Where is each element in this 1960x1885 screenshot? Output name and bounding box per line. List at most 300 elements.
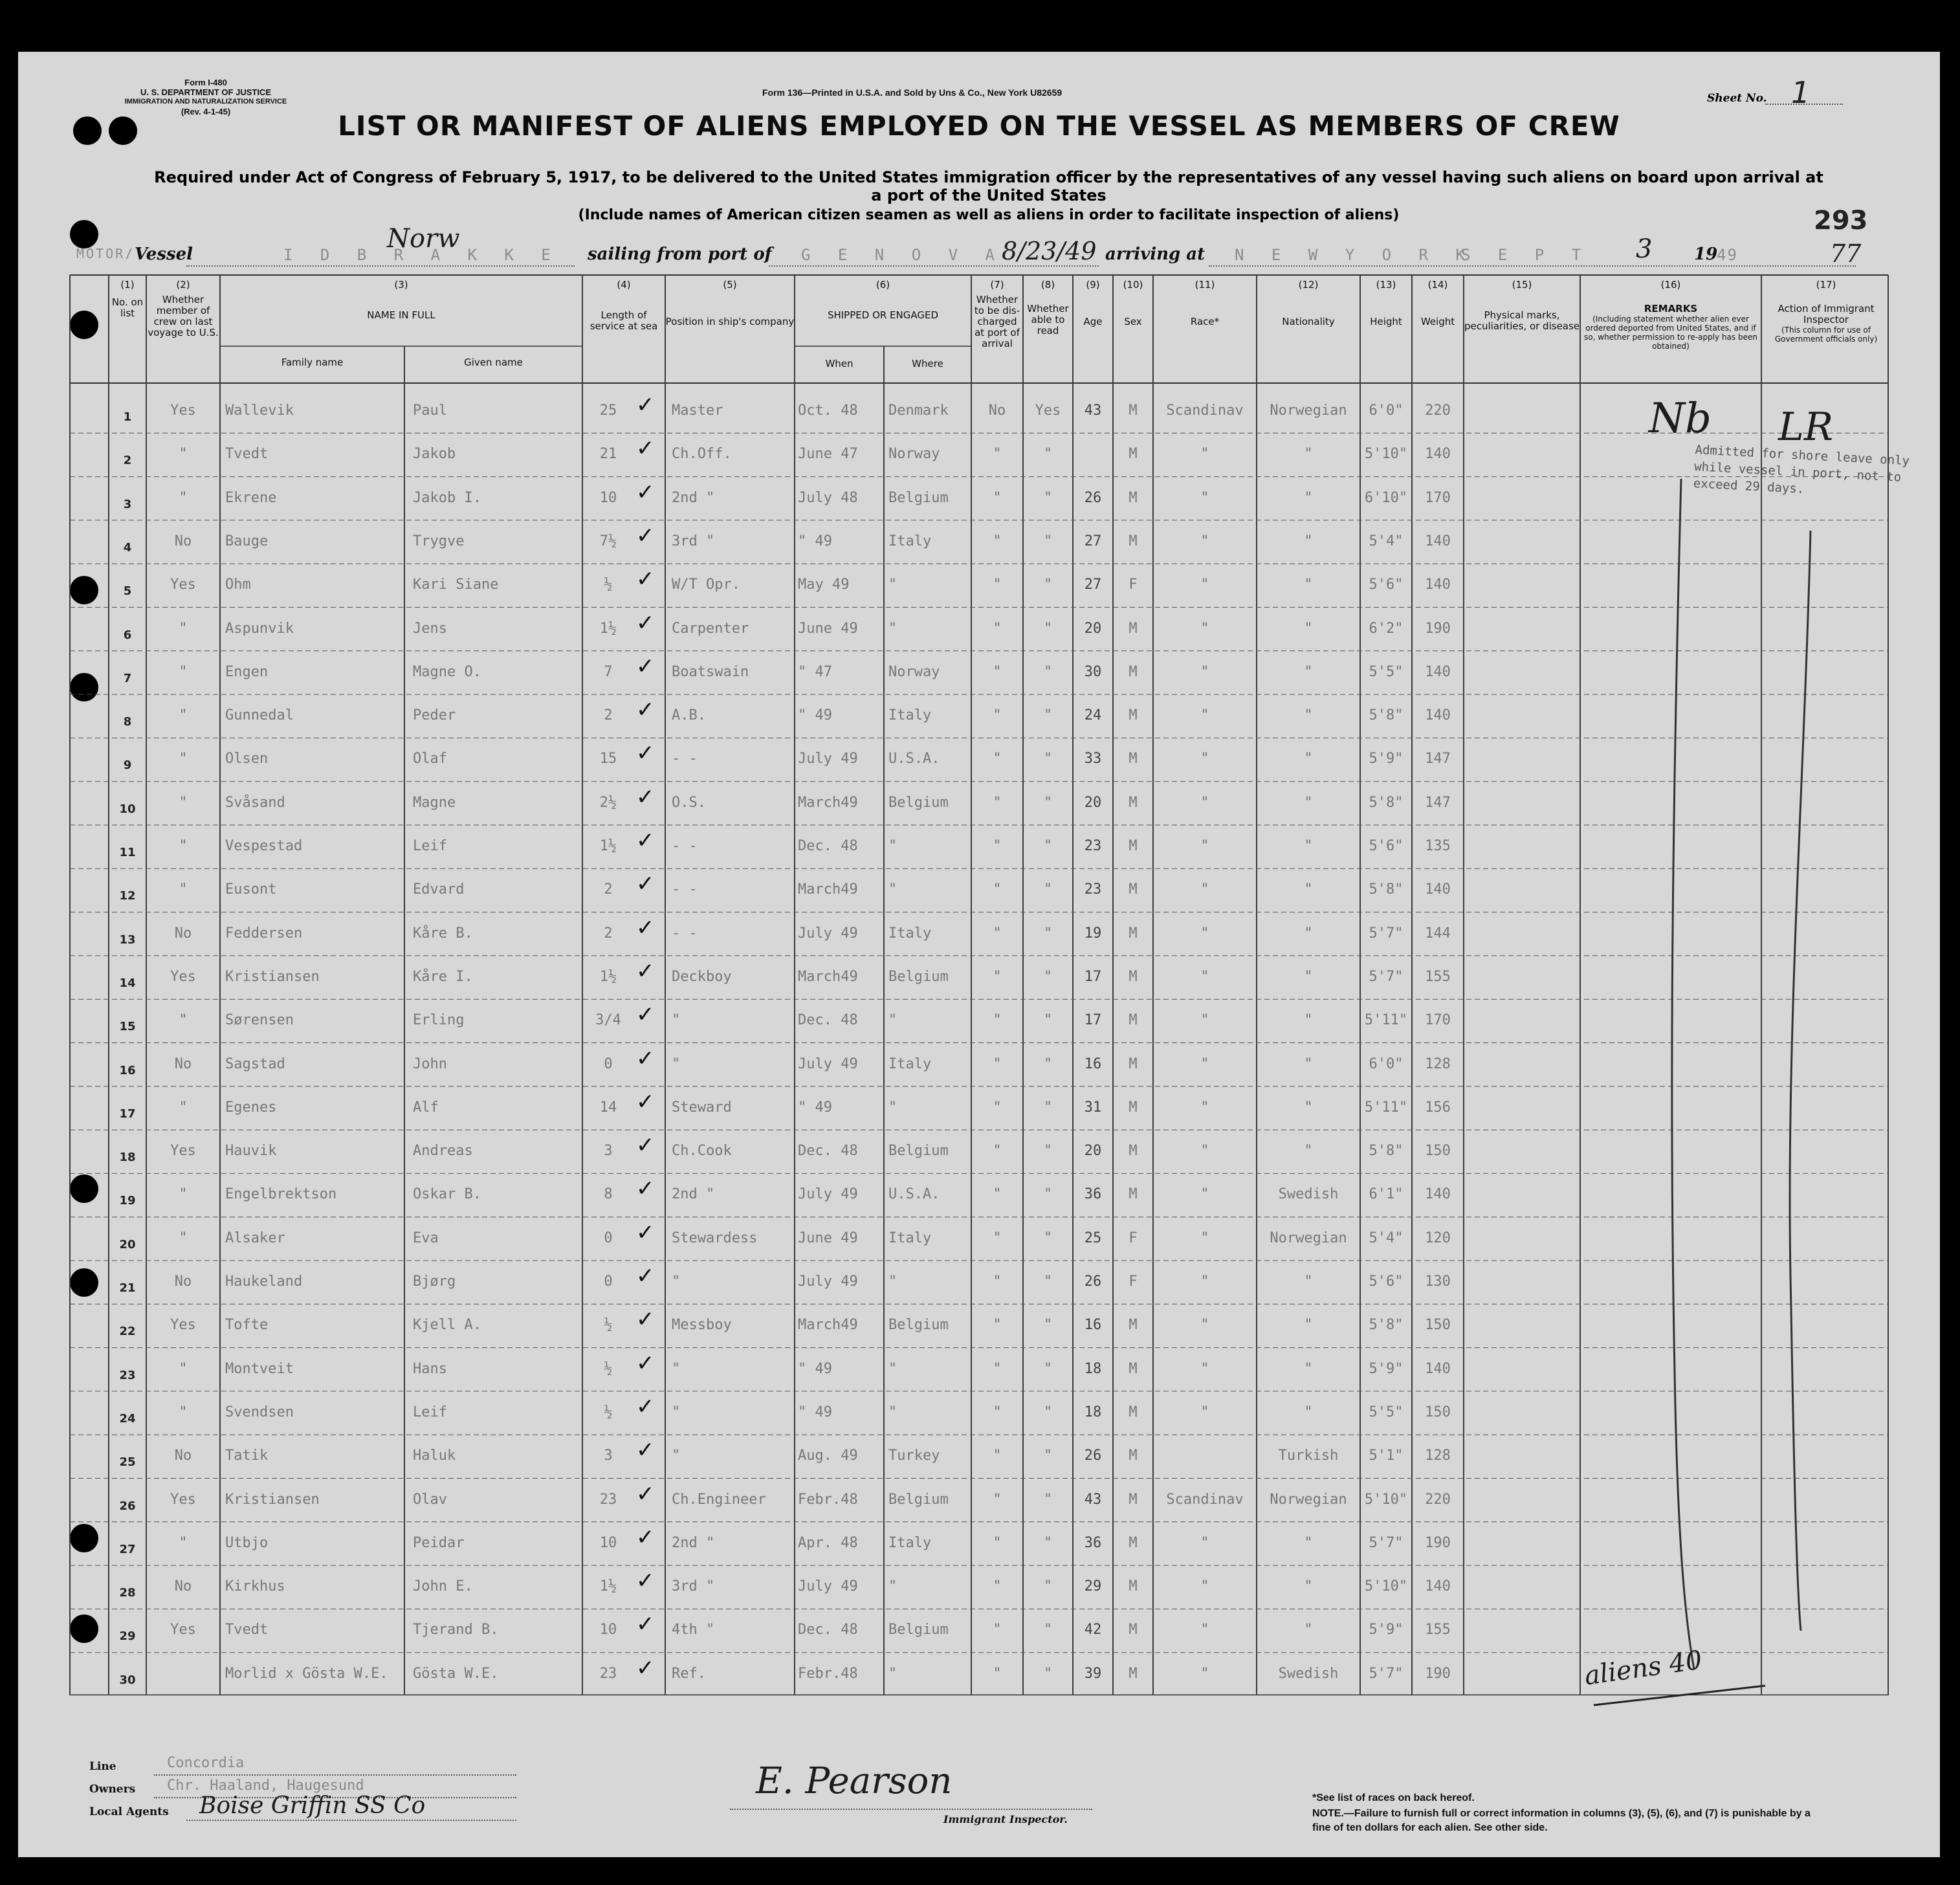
row-number: 28 — [119, 1586, 136, 1600]
cell-prev: " — [179, 838, 188, 854]
cell-age: 20 — [1084, 620, 1102, 637]
cell-service: ½ — [604, 1317, 613, 1334]
cell-prev: " — [179, 1404, 188, 1420]
cell-weight: 128 — [1425, 1448, 1451, 1464]
cell-disch: " — [993, 794, 1002, 811]
cell-read: " — [1043, 620, 1053, 637]
row-number: 1 — [123, 410, 132, 424]
cell-service: 2½ — [599, 794, 617, 811]
cell-height: 5'8" — [1369, 707, 1404, 724]
cell-race: Scandinav — [1166, 1491, 1244, 1508]
cell-family: Tatik — [225, 1448, 269, 1464]
cell-height: 5'8" — [1369, 1143, 1404, 1160]
cell-read: " — [1043, 489, 1053, 506]
cell-given: John — [413, 1055, 447, 1072]
cell-age: 27 — [1084, 577, 1102, 593]
cell-nat: " — [1304, 1622, 1313, 1638]
service-check-icon: ✓ — [636, 1437, 655, 1464]
cell-position: 2nd " — [672, 489, 715, 506]
cell-given: Magne — [413, 794, 456, 811]
cell-position: Deckboy — [672, 968, 732, 985]
cell-nat: " — [1304, 1099, 1313, 1116]
cell-disch: " — [993, 620, 1002, 637]
row-number: 5 — [123, 584, 132, 599]
cell-position: Ch.Off. — [672, 446, 732, 463]
cell-read: " — [1043, 968, 1053, 985]
department: U. S. DEPARTMENT OF JUSTICE — [140, 87, 271, 97]
cell-nat: " — [1304, 968, 1313, 985]
cell-where: Italy — [888, 1055, 932, 1072]
owners-value: Chr. Haaland, Haugesund — [167, 1778, 364, 1794]
cell-read: " — [1043, 1317, 1053, 1334]
service-check-icon: ✓ — [636, 1524, 655, 1550]
cell-when: July 49 — [798, 1578, 858, 1595]
cell-given: Jens — [413, 620, 447, 637]
service-check-icon: ✓ — [636, 1002, 655, 1028]
cell-where: Italy — [888, 1229, 932, 1246]
cell-race: " — [1200, 1143, 1209, 1160]
cell-given: Hans — [413, 1360, 447, 1377]
cell-family: Feddersen — [225, 925, 303, 942]
cell-nat: " — [1304, 1534, 1313, 1551]
service-check-icon: ✓ — [636, 784, 655, 810]
cell-family: Svåsand — [225, 794, 285, 811]
cell-service: 2 — [604, 925, 613, 942]
cell-given: Peder — [413, 707, 456, 724]
cell-height: 5'6" — [1369, 1273, 1404, 1290]
cell-weight: 150 — [1425, 1143, 1451, 1160]
cell-prev: Yes — [170, 577, 196, 593]
line-label: Line — [89, 1760, 116, 1773]
service-check-icon: ✓ — [636, 392, 655, 418]
cell-weight: 135 — [1425, 838, 1451, 854]
header-height: (13) Height — [1370, 279, 1402, 327]
header-physical: (15) Physical marks, peculiarities, or disease — [1464, 279, 1580, 332]
cell-sex: M — [1129, 533, 1138, 549]
row-number: 7 — [123, 671, 132, 685]
vessel-type-label: MOTOR/ — [76, 246, 135, 261]
cell-weight: 190 — [1425, 620, 1451, 637]
cell-weight: 220 — [1425, 1491, 1451, 1508]
cell-nat: " — [1304, 533, 1313, 549]
cell-when: July 49 — [798, 1055, 858, 1072]
cell-where: " — [888, 1404, 897, 1420]
cell-given: Bjørg — [413, 1273, 456, 1290]
row-number: 19 — [119, 1194, 136, 1208]
cell-read: " — [1043, 1143, 1053, 1160]
cell-weight: 170 — [1425, 489, 1451, 506]
header-when: When — [825, 358, 853, 369]
cell-position: Steward — [672, 1099, 732, 1116]
sailing-label: sailing from port of — [588, 245, 772, 264]
cell-sex: M — [1129, 925, 1138, 942]
arrival-year-prefix: 19 — [1694, 245, 1718, 264]
cell-read: " — [1043, 533, 1053, 549]
cell-sex: M — [1129, 1491, 1138, 1508]
cell-nat: " — [1304, 663, 1313, 680]
cell-height: 6'0" — [1369, 402, 1404, 419]
cell-nat: " — [1304, 1012, 1313, 1029]
service-check-icon: ✓ — [636, 1611, 655, 1638]
cell-race: " — [1200, 794, 1209, 811]
arrival-port: N E W Y O R K — [1235, 246, 1474, 264]
remarks-hand-mark: Nb — [1649, 395, 1712, 443]
cell-sex: M — [1129, 794, 1138, 811]
cell-when: Dec. 48 — [798, 1622, 858, 1638]
cell-race: " — [1200, 620, 1209, 637]
row-number: 17 — [119, 1107, 136, 1121]
header-remarks: (16) REMARKS (Including statement whether alien ever ordered deported from United States, and if so, whether permission to re-apply has been obtained) — [1584, 279, 1757, 351]
cell-family: Ohm — [225, 577, 251, 593]
cell-read: " — [1043, 794, 1053, 811]
cell-sex: M — [1129, 1099, 1138, 1116]
arriving-label: arriving at — [1105, 245, 1206, 264]
cell-read: " — [1043, 707, 1053, 724]
service-check-icon: ✓ — [636, 1132, 655, 1159]
service-check-icon: ✓ — [636, 871, 655, 898]
cell-nat: " — [1304, 881, 1313, 898]
cell-position: - - — [672, 925, 698, 942]
cell-where: Belgium — [888, 968, 949, 985]
service-check-icon: ✓ — [636, 1219, 655, 1246]
cell-given: Tjerand B. — [413, 1622, 499, 1638]
cell-family: Wallevik — [225, 402, 294, 419]
cell-disch: " — [993, 707, 1002, 724]
cell-given: Haluk — [413, 1448, 456, 1464]
cell-nat: " — [1304, 1273, 1313, 1290]
row-number: 2 — [123, 454, 132, 468]
cell-weight: 140 — [1425, 881, 1451, 898]
cell-read: " — [1043, 1055, 1053, 1072]
cell-read: " — [1043, 1186, 1053, 1203]
penalty-note: NOTE.—Failure to furnish full or correct information in columns (3), (5), (6), and (7) is punishable by a fine of ten dollars for each alien. See other side. — [1312, 1808, 1811, 1833]
cell-prev: " — [179, 1099, 188, 1116]
cell-read: " — [1043, 1491, 1053, 1508]
cell-prev: " — [179, 446, 188, 463]
cell-position: " — [672, 1273, 681, 1290]
cell-prev: " — [179, 707, 188, 724]
cell-age: 18 — [1084, 1404, 1102, 1420]
cell-age: 33 — [1084, 751, 1102, 767]
cell-height: 5'6" — [1369, 838, 1404, 854]
cell-given: Alf — [413, 1099, 439, 1116]
service-check-icon: ✓ — [636, 1045, 655, 1072]
corner-number-hand: 77 — [1830, 239, 1862, 268]
row-number: 23 — [119, 1368, 136, 1382]
row-number: 11 — [119, 846, 136, 859]
cell-nat: Norwegian — [1270, 402, 1347, 419]
cell-where: " — [888, 1273, 897, 1290]
cell-family: Hauvik — [225, 1143, 277, 1160]
cell-sex: M — [1129, 707, 1138, 724]
cell-service: 15 — [599, 751, 617, 767]
cell-race: " — [1200, 446, 1209, 463]
cell-when: June 49 — [798, 620, 858, 637]
service-check-icon: ✓ — [636, 610, 655, 636]
row-number: 14 — [119, 976, 136, 990]
cell-prev: Yes — [170, 1317, 196, 1334]
vessel-hand-note: Norw — [387, 224, 460, 254]
cell-when: March49 — [798, 1317, 858, 1334]
header-read: (8) Whether able to read — [1027, 279, 1069, 336]
cell-race: " — [1200, 1099, 1209, 1116]
cell-age: 42 — [1084, 1622, 1102, 1638]
cell-where: Italy — [888, 1534, 932, 1551]
service-check-icon: ✓ — [636, 828, 655, 854]
cell-when: Febr.48 — [798, 1491, 858, 1508]
cell-weight: 156 — [1425, 1099, 1451, 1116]
cell-service: 14 — [599, 1099, 617, 1116]
cell-weight: 220 — [1425, 402, 1451, 419]
cell-given: Kjell A. — [413, 1317, 481, 1334]
service-check-icon: ✓ — [636, 1568, 655, 1594]
row-number: 20 — [119, 1237, 136, 1251]
header-shipped: (6) SHIPPED OR ENGAGED — [827, 279, 939, 321]
cell-prev: " — [179, 663, 188, 680]
cell-prev: " — [179, 489, 188, 506]
cell-when: " 49 — [798, 1360, 832, 1377]
cell-read: " — [1043, 1229, 1053, 1246]
cell-given: Olav — [413, 1491, 447, 1508]
cell-when: " 49 — [798, 1099, 832, 1116]
cell-position: W/T Opr. — [672, 577, 740, 593]
cell-read: " — [1043, 1012, 1053, 1029]
cell-position: 2nd " — [672, 1534, 715, 1551]
cell-where: " — [888, 577, 897, 593]
cell-when: Aug. 49 — [798, 1448, 858, 1464]
cell-read: " — [1043, 663, 1053, 680]
cell-race: " — [1200, 1229, 1209, 1246]
cell-when: Apr. 48 — [798, 1534, 858, 1551]
cell-read: " — [1043, 1534, 1053, 1551]
row-number: 15 — [119, 1020, 136, 1034]
sailing-date: 8/23/49 — [1002, 237, 1097, 265]
service-check-icon: ✓ — [636, 1263, 655, 1289]
cell-height: 5'10" — [1364, 1491, 1408, 1508]
cell-given: Olaf — [413, 751, 447, 767]
row-number: 12 — [119, 889, 136, 903]
cell-family: Morlid x Gösta W.E. — [225, 1665, 388, 1682]
inspector-initials: LR — [1778, 404, 1834, 450]
row-number: 18 — [119, 1151, 136, 1165]
cell-weight: 140 — [1425, 1186, 1451, 1203]
cell-sex: M — [1129, 751, 1138, 767]
cell-service: 23 — [599, 1491, 617, 1508]
cell-read: " — [1043, 1099, 1053, 1116]
cell-prev: " — [179, 1186, 188, 1203]
cell-position: " — [672, 1448, 681, 1464]
cell-service: 0 — [604, 1229, 613, 1246]
cell-prev: Yes — [170, 1143, 196, 1160]
cell-service: 1½ — [599, 968, 617, 985]
cell-read: " — [1043, 1404, 1053, 1420]
cell-disch: " — [993, 1099, 1002, 1116]
service-check-icon: ✓ — [636, 1350, 655, 1376]
header-service: (4) Length of service at sea — [589, 279, 658, 332]
cell-where: " — [888, 1665, 897, 1682]
arrival-year-suffix: 49 — [1717, 246, 1738, 264]
row-number: 27 — [119, 1542, 136, 1556]
service-check-icon: ✓ — [636, 1306, 655, 1333]
cell-position: 2nd " — [672, 1186, 715, 1203]
cell-height: 6'10" — [1364, 489, 1408, 506]
cell-given: Magne O. — [413, 663, 481, 680]
cell-age: 26 — [1084, 1448, 1102, 1464]
cell-height: 5'7" — [1369, 925, 1404, 942]
cell-height: 6'2" — [1369, 620, 1404, 637]
cell-age: 39 — [1084, 1665, 1102, 1682]
row-number: 29 — [119, 1629, 136, 1644]
cell-height: 5'7" — [1369, 968, 1404, 985]
cell-race: " — [1200, 533, 1209, 549]
cell-race: " — [1200, 838, 1209, 854]
cell-nat: " — [1304, 577, 1313, 593]
cell-sex: M — [1129, 1622, 1138, 1638]
revision: (Rev. 4-1-45) — [181, 107, 231, 116]
cell-service: 3 — [604, 1143, 613, 1160]
cell-race: " — [1200, 489, 1209, 506]
cell-prev: Yes — [170, 1622, 196, 1638]
cell-read: " — [1043, 838, 1053, 854]
cell-service: 10 — [599, 1622, 617, 1638]
cell-sex: M — [1129, 1186, 1138, 1203]
cell-position: Ref. — [672, 1665, 706, 1682]
cell-family: Gunnedal — [225, 707, 294, 724]
cell-given: Jakob — [413, 446, 456, 463]
corner-number: 293 — [1814, 206, 1868, 236]
cell-age: 19 — [1084, 925, 1102, 942]
cell-height: 5'7" — [1369, 1665, 1404, 1682]
cell-weight: 140 — [1425, 577, 1451, 593]
cell-service: ½ — [604, 1404, 613, 1420]
cell-age: 23 — [1084, 881, 1102, 898]
cell-weight: 150 — [1425, 1317, 1451, 1334]
agents-value: Boise Griffin SS Co — [199, 1792, 426, 1819]
signature-rule — [730, 1809, 1092, 1810]
cell-disch: " — [993, 1273, 1002, 1290]
cell-when: June 49 — [798, 1229, 858, 1246]
cell-nat: Swedish — [1278, 1665, 1339, 1682]
cell-height: 5'9" — [1369, 1622, 1404, 1638]
cell-sex: M — [1129, 838, 1138, 854]
remarks-ditto-lines — [1636, 466, 1862, 1695]
cell-nat: Swedish — [1278, 1186, 1339, 1203]
cell-age: 17 — [1084, 1012, 1102, 1029]
cell-position: - - — [672, 838, 698, 854]
cell-weight: 140 — [1425, 533, 1451, 549]
cell-nat: Norwegian — [1270, 1491, 1347, 1508]
arrival-month: S E P T — [1461, 246, 1591, 264]
cell-service: 10 — [599, 1534, 617, 1551]
cell-disch: " — [993, 1665, 1002, 1682]
cell-sex: M — [1129, 489, 1138, 506]
cell-weight: 155 — [1425, 968, 1451, 985]
cell-prev: No — [174, 1055, 192, 1072]
cell-given: Peidar — [413, 1534, 465, 1551]
cell-sex: F — [1129, 1273, 1138, 1290]
cell-nat: " — [1304, 707, 1313, 724]
cell-family: Engen — [225, 663, 269, 680]
cell-where: U.S.A. — [888, 751, 940, 767]
cell-family: Tvedt — [225, 1622, 269, 1638]
cell-weight: 140 — [1425, 1578, 1451, 1595]
cell-disch: " — [993, 446, 1002, 463]
owners-label: Owners — [89, 1783, 136, 1796]
remarks-stamp: Admitted for shore leave only while vessel in port, not to exceed 29 days. — [1693, 443, 1910, 496]
cell-family: Eusont — [225, 881, 277, 898]
cell-position: - - — [672, 881, 698, 898]
cell-where: Belgium — [888, 1317, 949, 1334]
cell-position: 3rd " — [672, 1578, 715, 1595]
cell-age: 25 — [1084, 1229, 1102, 1246]
cell-when: " 47 — [798, 663, 832, 680]
cell-weight: 140 — [1425, 1360, 1451, 1377]
cell-height: 5'4" — [1369, 533, 1404, 549]
cell-weight: 128 — [1425, 1055, 1451, 1072]
cell-where: Italy — [888, 925, 932, 942]
cell-prev: " — [179, 881, 188, 898]
cell-family: Engelbrektson — [225, 1186, 337, 1203]
cell-sex: M — [1129, 1143, 1138, 1160]
cell-read: Yes — [1035, 402, 1061, 419]
row-number: 26 — [119, 1499, 136, 1513]
cell-nat: " — [1304, 1317, 1313, 1334]
cell-disch: " — [993, 1186, 1002, 1203]
header-sex: (10) Sex — [1123, 279, 1143, 327]
cell-position: Ch.Cook — [672, 1143, 732, 1160]
service-check-icon: ✓ — [636, 522, 655, 549]
cell-height: 5'10" — [1364, 446, 1408, 463]
cell-read: " — [1043, 446, 1053, 463]
cell-disch: " — [993, 968, 1002, 985]
cell-family: Utbjo — [225, 1534, 269, 1551]
cell-sex: M — [1129, 968, 1138, 985]
cell-prev: Yes — [170, 968, 196, 985]
cell-when: May 49 — [798, 577, 850, 593]
cell-race: " — [1200, 925, 1209, 942]
cell-family: Bauge — [225, 533, 269, 549]
header-position: (5) Position in ship's company — [665, 279, 795, 327]
cell-nat: " — [1304, 1578, 1313, 1595]
row-number: 8 — [123, 715, 132, 729]
service-check-icon: ✓ — [636, 1393, 655, 1420]
cell-when: July 48 — [798, 489, 858, 506]
cell-position: Ch.Engineer — [672, 1491, 766, 1508]
cell-race: Scandinav — [1166, 402, 1244, 419]
cell-race: " — [1200, 1534, 1209, 1551]
cell-prev: Yes — [170, 1491, 196, 1508]
cell-race: " — [1200, 881, 1209, 898]
footer — [18, 1695, 1940, 1857]
printer-line: Form 136—Printed in U.S.A. and Sold by Uns & Co., New York U82659 — [762, 87, 1063, 98]
row-number: 16 — [119, 1063, 136, 1077]
header-discharged: (7) Whether to be dis-charged at port of arrival — [974, 279, 1020, 349]
cell-race: " — [1200, 1186, 1209, 1203]
cell-service: 23 — [599, 1665, 617, 1682]
cell-prev: " — [179, 1534, 188, 1551]
cell-age: 20 — [1084, 794, 1102, 811]
cell-where: Belgium — [888, 489, 949, 506]
cell-weight: 120 — [1425, 1229, 1451, 1246]
cell-weight: 140 — [1425, 446, 1451, 463]
cell-height: 5'8" — [1369, 881, 1404, 898]
row-number: 13 — [119, 932, 136, 947]
cell-family: Svendsen — [225, 1404, 294, 1420]
cell-nat: " — [1304, 1055, 1313, 1072]
cell-age: 31 — [1084, 1099, 1102, 1116]
cell-service: 0 — [604, 1055, 613, 1072]
cell-family: Kristiansen — [225, 1491, 320, 1508]
